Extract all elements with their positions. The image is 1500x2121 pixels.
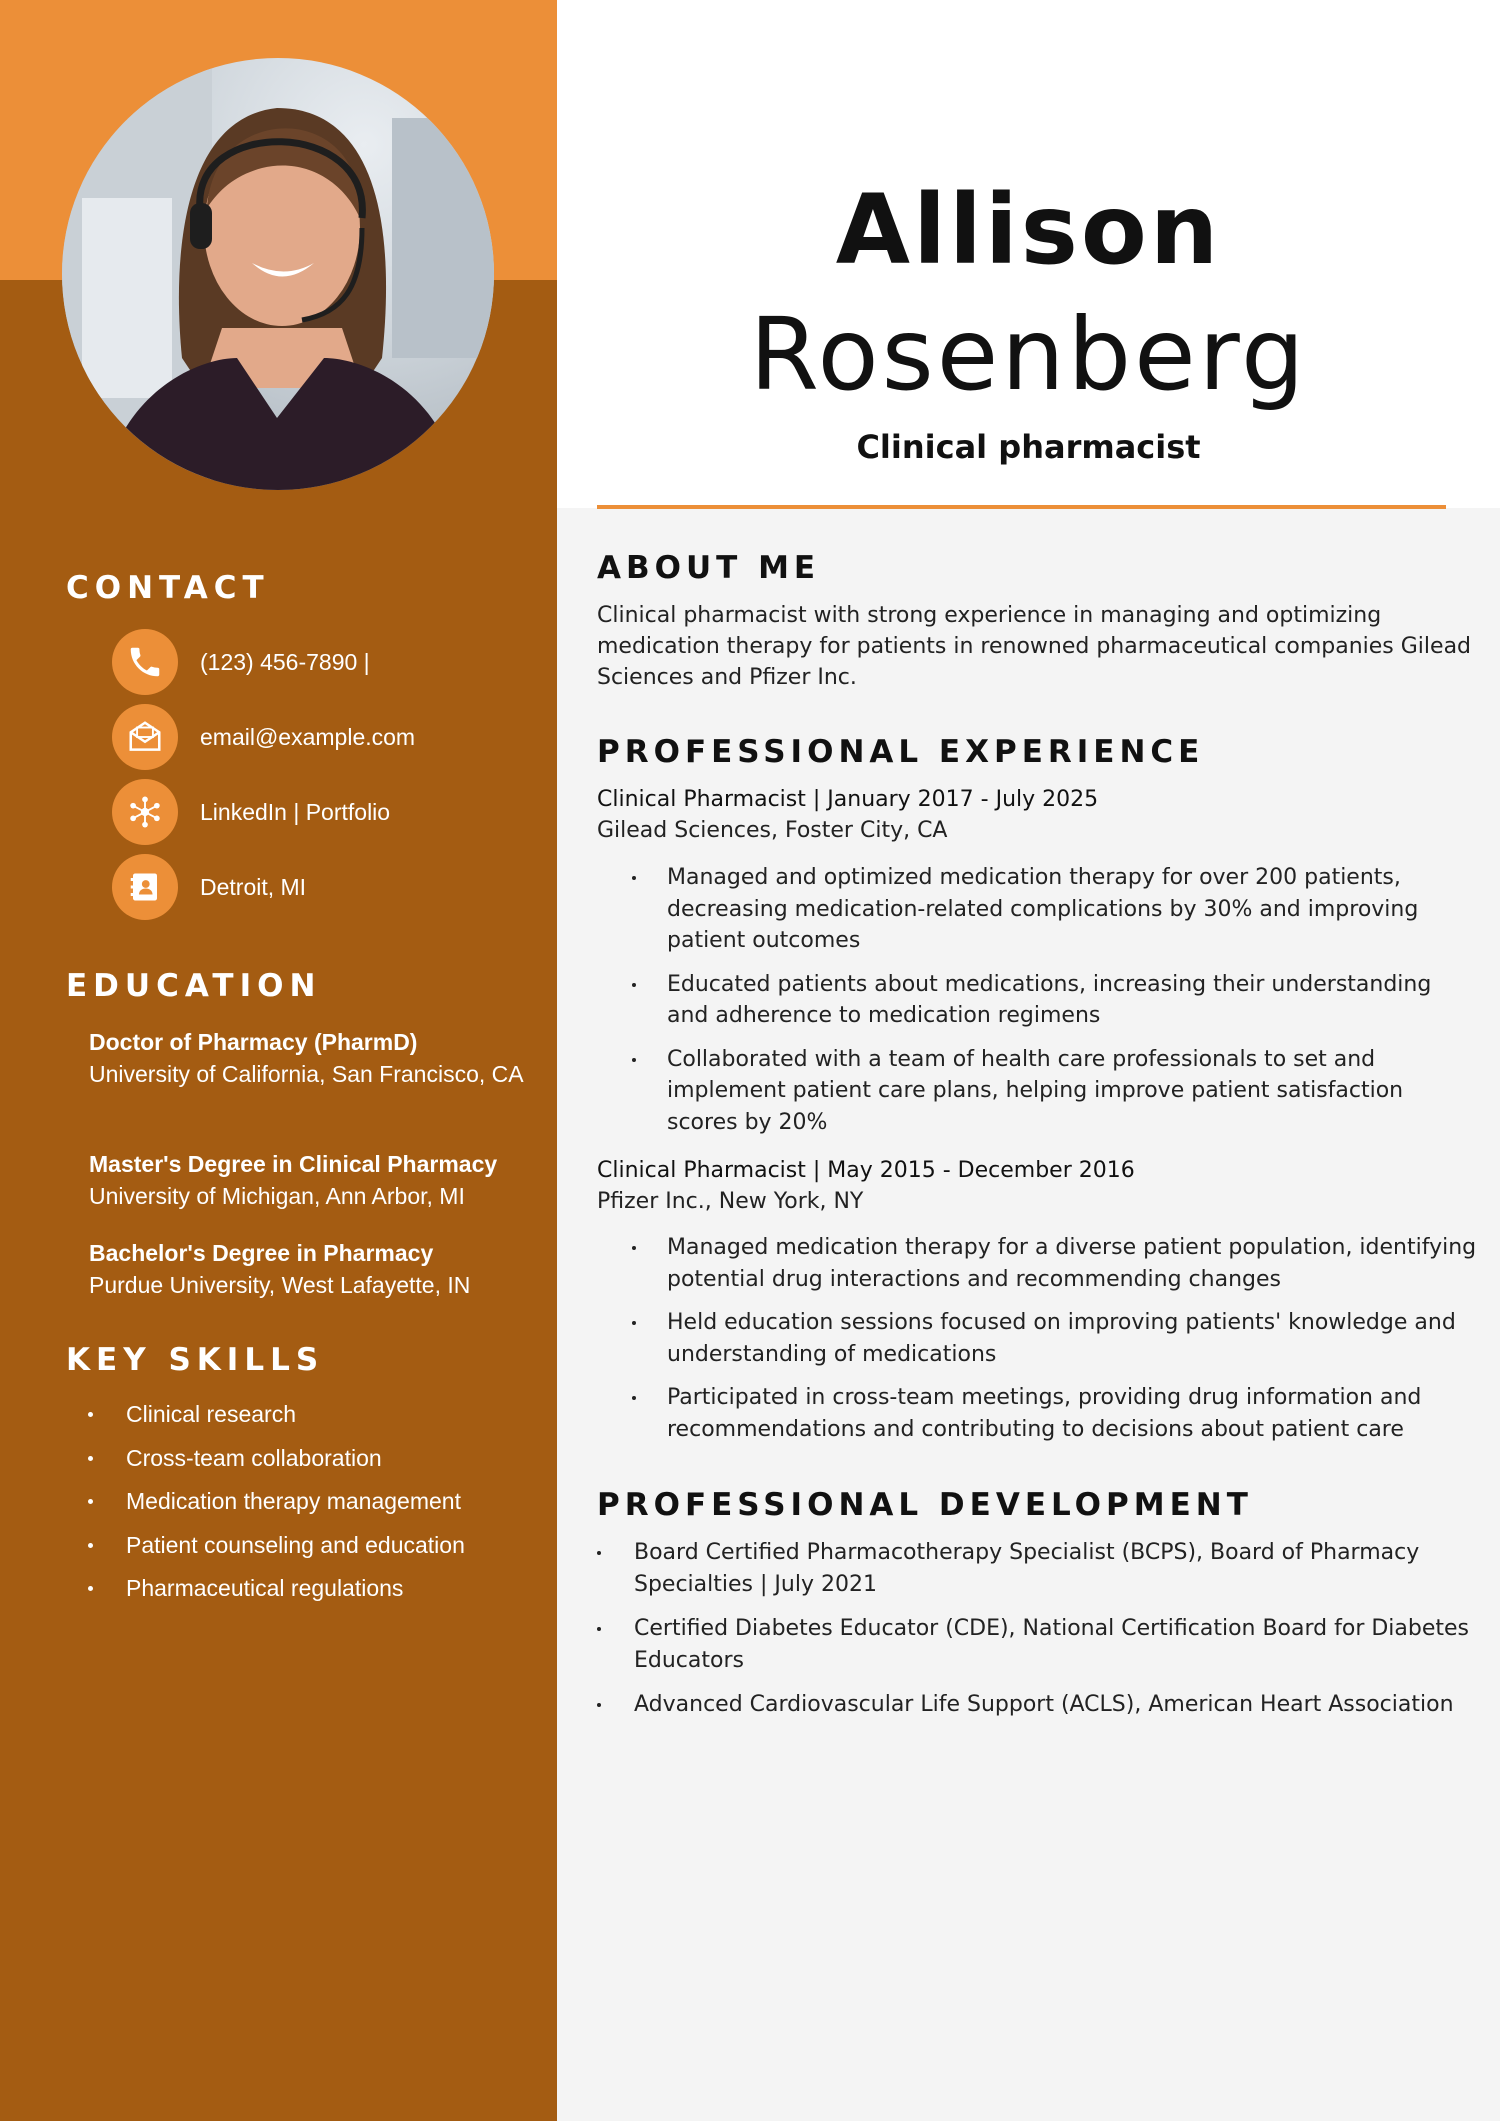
network-icon xyxy=(112,779,178,845)
profile-photo xyxy=(62,58,494,490)
contact-links-text[interactable]: LinkedIn | Portfolio xyxy=(200,798,391,825)
skill-item: Patient counseling and education xyxy=(86,1529,465,1573)
education-school: Purdue University, West Lafayette, IN xyxy=(89,1272,471,1298)
last-name: Rosenberg xyxy=(749,296,1308,413)
education-heading: EDUCATION xyxy=(66,968,322,1004)
job-company: Pfizer Inc., New York, NY xyxy=(597,1189,864,1214)
development-heading: PROFESSIONAL DEVELOPMENT xyxy=(597,1487,1253,1523)
skill-item: Pharmaceutical regulations xyxy=(86,1572,465,1616)
contact-heading: CONTACT xyxy=(66,570,270,606)
job-bullet: Collaborated with a team of health care professionals to set and implement patient care plans, helping improve patient satisfaction scores by 20% xyxy=(667,1044,1479,1139)
education-item xyxy=(89,1148,529,1212)
job-title-line: Clinical Pharmacist | May 2015 - December 2016 xyxy=(597,1158,1135,1183)
contact-phone xyxy=(112,629,370,695)
address-book-icon xyxy=(112,854,178,920)
about-heading: ABOUT ME xyxy=(597,550,821,586)
job-bullets xyxy=(667,1232,1479,1457)
education-degree: Master's Degree in Clinical Pharmacy xyxy=(89,1151,498,1177)
contact-location-text: Detroit, MI xyxy=(200,873,307,900)
experience-heading: PROFESSIONAL EXPERIENCE xyxy=(597,734,1205,770)
skill-item: Cross-team collaboration xyxy=(86,1442,465,1486)
job-company: Gilead Sciences, Foster City, CA xyxy=(597,818,948,843)
education-degree: Bachelor's Degree in Pharmacy xyxy=(89,1240,434,1266)
first-name: Allison xyxy=(835,174,1222,286)
development-item: Board Certified Pharmacotherapy Specialist (BCPS), Board of Pharmacy Specialties | July 2021 xyxy=(634,1537,1479,1600)
contact-location xyxy=(112,854,306,920)
job-bullet: Managed medication therapy for a diverse patient population, identifying potential drug interactions and recommending changes xyxy=(667,1232,1479,1295)
job-bullet: Managed and optimized medication therapy for over 200 patients, decreasing medication-related complications by 30% and improving patient outcomes xyxy=(667,862,1479,957)
phone-icon xyxy=(112,629,178,695)
development-list xyxy=(634,1537,1479,1734)
education-item xyxy=(89,1237,529,1301)
job-title-line: Clinical Pharmacist | January 2017 - July 2025 xyxy=(597,787,1099,812)
job-bullet: Held education sessions focused on improving patients' knowledge and understanding of medications xyxy=(667,1307,1479,1370)
contact-links[interactable] xyxy=(112,779,390,845)
education-item xyxy=(89,1026,529,1090)
education-degree: Doctor of Pharmacy (PharmD) xyxy=(89,1029,418,1055)
email-icon xyxy=(112,704,178,770)
education-school: University of Michigan, Ann Arbor, MI xyxy=(89,1183,465,1209)
contact-phone-text: (123) 456-7890 | xyxy=(200,648,370,675)
job-title: Clinical pharmacist xyxy=(856,428,1201,466)
development-item: Certified Diabetes Educator (CDE), National Certification Board for Diabetes Educators xyxy=(634,1613,1479,1676)
header-divider xyxy=(597,505,1446,509)
contact-email[interactable] xyxy=(112,704,415,770)
skill-item: Clinical research xyxy=(86,1398,465,1442)
contact-email-text[interactable]: email@example.com xyxy=(200,723,416,750)
education-school: University of California, San Francisco, CA xyxy=(89,1061,524,1087)
job-bullets xyxy=(667,862,1479,1150)
skill-item: Medication therapy management xyxy=(86,1485,465,1529)
job-bullet: Educated patients about medications, increasing their understanding and adherence to medication regimens xyxy=(667,969,1479,1032)
job-bullet: Participated in cross-team meetings, providing drug information and recommendations and contributing to decisions about patient care xyxy=(667,1382,1479,1445)
about-text: Clinical pharmacist with strong experience in managing and optimizing medication therapy for patients in renowned pharmaceutical companies Gilead Sciences and Pfizer Inc. xyxy=(597,603,1472,690)
skills-list xyxy=(86,1398,465,1616)
skills-heading: KEY SKILLS xyxy=(66,1342,325,1378)
development-item: Advanced Cardiovascular Life Support (ACLS), American Heart Association xyxy=(634,1689,1479,1721)
